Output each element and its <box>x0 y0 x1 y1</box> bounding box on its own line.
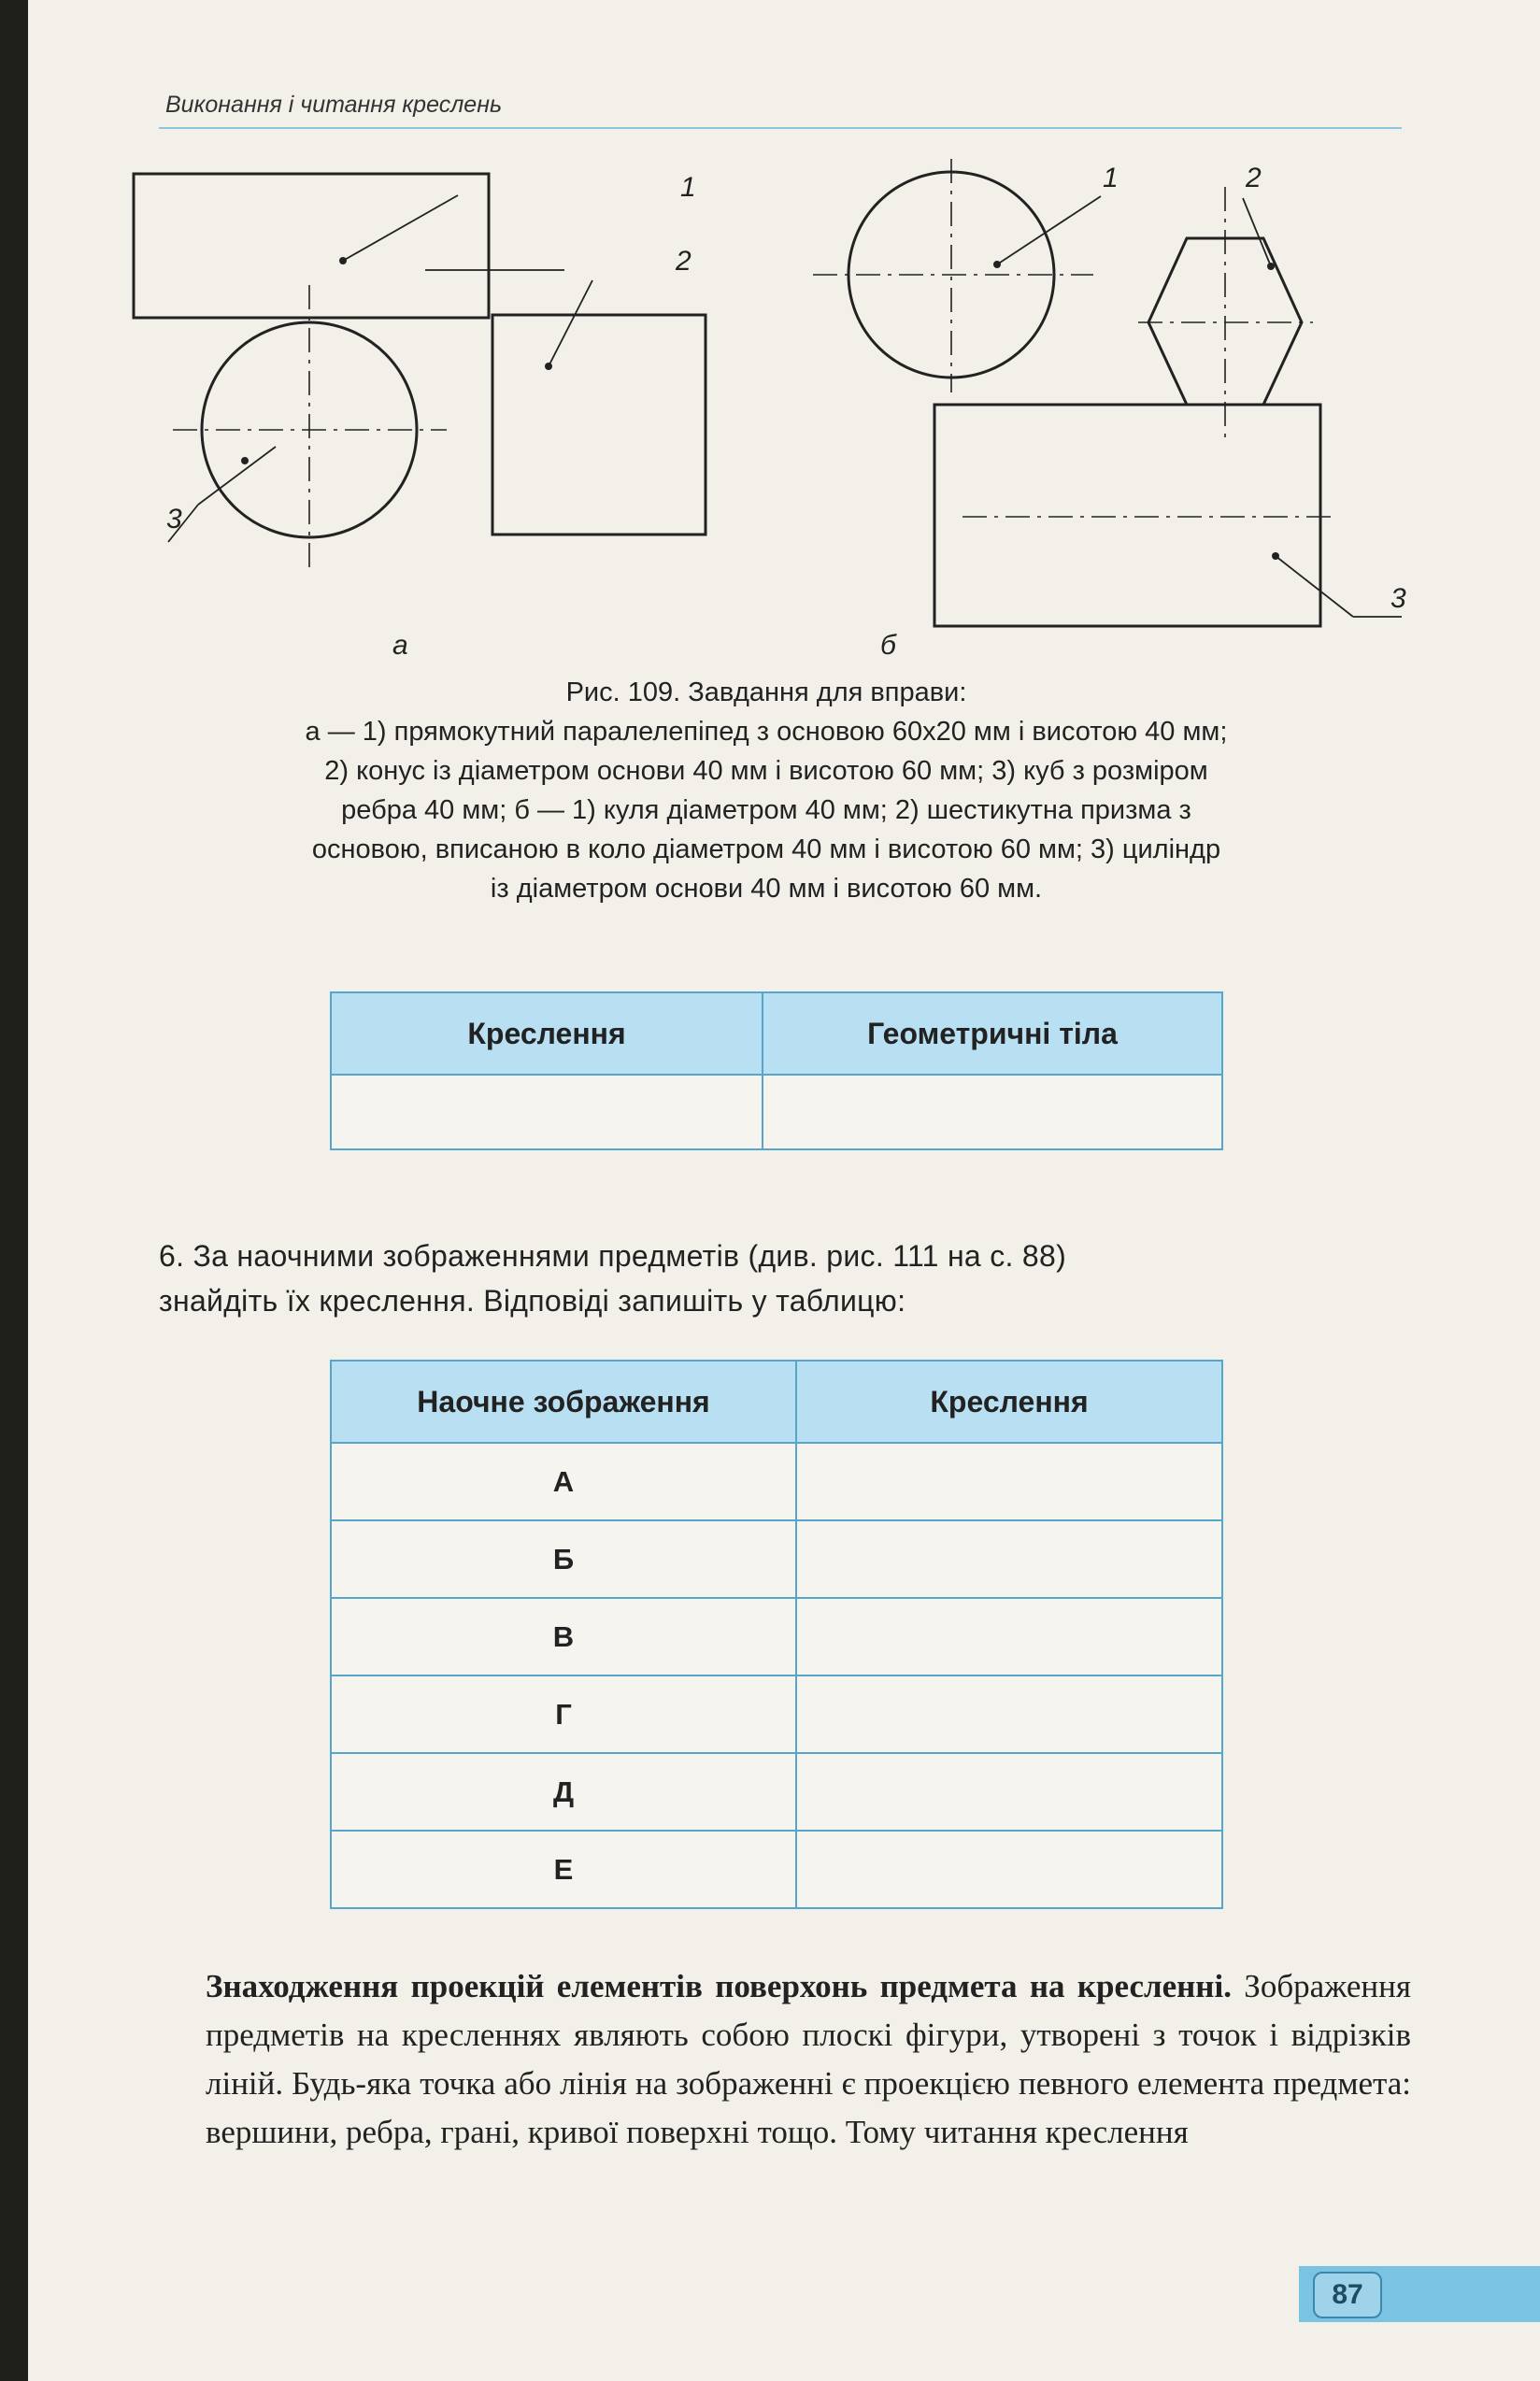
task-6 <box>159 1233 1411 1323</box>
table-header: Креслення <box>331 992 763 1075</box>
panel-b-label: б <box>880 630 896 661</box>
answer-cell[interactable] <box>796 1443 1222 1520</box>
task-6-line: знайдіть їх креслення. Відповіді запишіть у таблицю: <box>159 1284 906 1318</box>
answer-cell[interactable] <box>331 1075 763 1149</box>
panel-a-label: а <box>392 630 408 661</box>
panel-a-drawing <box>134 174 706 575</box>
row-letter: Б <box>331 1520 796 1598</box>
callout-b-2: 2 <box>1246 163 1262 193</box>
table-header: Креслення <box>796 1361 1222 1443</box>
callout-b-3: 3 <box>1390 583 1406 614</box>
body-paragraph <box>206 1962 1411 2157</box>
table-header: Наочне зображення <box>331 1361 796 1443</box>
visual-drawing-table <box>330 1360 1223 1909</box>
task-6-line: 6. За наочними зображеннями предметів (див. рис. 111 на с. 88) <box>159 1239 1067 1273</box>
answer-cell[interactable] <box>796 1831 1222 1908</box>
paragraph-heading: Знаходження проекцій елементів поверхонь предмета на кресленні. <box>206 1968 1232 2004</box>
table-header: Геометричні тіла <box>763 992 1222 1075</box>
answer-cell[interactable] <box>763 1075 1222 1149</box>
parallelepiped-view <box>134 174 489 318</box>
row-letter: В <box>331 1598 796 1675</box>
page-number: 87 <box>1313 2272 1382 2318</box>
callout-a-2: 2 <box>676 246 692 277</box>
paragraph-text: Зображення предметів на кресленнях являють собою плоскі фігури, утворені з точок і відрізків ліній. Будь-яка точка або лінія на зображенні є проекцією певного елемента предмета: вершини, ребра, грані, кривої поверхні тощо. Тому читання креслення <box>206 1968 1411 2150</box>
cube-view <box>492 315 706 535</box>
callout-a-1: 1 <box>680 172 696 203</box>
drawings-solids-table <box>330 991 1223 1150</box>
callout-b-1: 1 <box>1103 163 1119 193</box>
caption-line: ребра 40 мм; б — 1) куля діаметром 40 мм; 2) шестикутна призма з <box>341 795 1191 825</box>
figure-caption <box>140 673 1392 908</box>
running-head: Виконання і читання креслень <box>165 92 503 118</box>
answer-cell[interactable] <box>796 1753 1222 1831</box>
answer-cell[interactable] <box>796 1675 1222 1753</box>
textbook-page <box>28 0 1540 2381</box>
callout-a-3: 3 <box>166 504 182 535</box>
row-letter: Д <box>331 1753 796 1831</box>
caption-line: 2) конус із діаметром основи 40 мм і висотою 60 мм; 3) куб з розміром <box>324 756 1208 786</box>
caption-line: із діаметром основи 40 мм і висотою 60 мм. <box>490 874 1043 904</box>
answer-cell[interactable] <box>796 1520 1222 1598</box>
row-letter: Г <box>331 1675 796 1753</box>
row-letter: Е <box>331 1831 796 1908</box>
answer-cell[interactable] <box>796 1598 1222 1675</box>
cylinder-view <box>934 405 1320 626</box>
figure-109-drawing <box>28 0 1540 673</box>
caption-line: основою, вписаною в коло діаметром 40 мм і висотою 60 мм; 3) циліндр <box>311 834 1221 864</box>
panel-b-drawing <box>813 159 1402 626</box>
caption-line: а — 1) прямокутний паралелепіпед з основою 60х20 мм і висотою 40 мм; <box>305 717 1228 747</box>
row-letter: А <box>331 1443 796 1520</box>
caption-title: Рис. 109. Завдання для вправи: <box>565 677 967 707</box>
